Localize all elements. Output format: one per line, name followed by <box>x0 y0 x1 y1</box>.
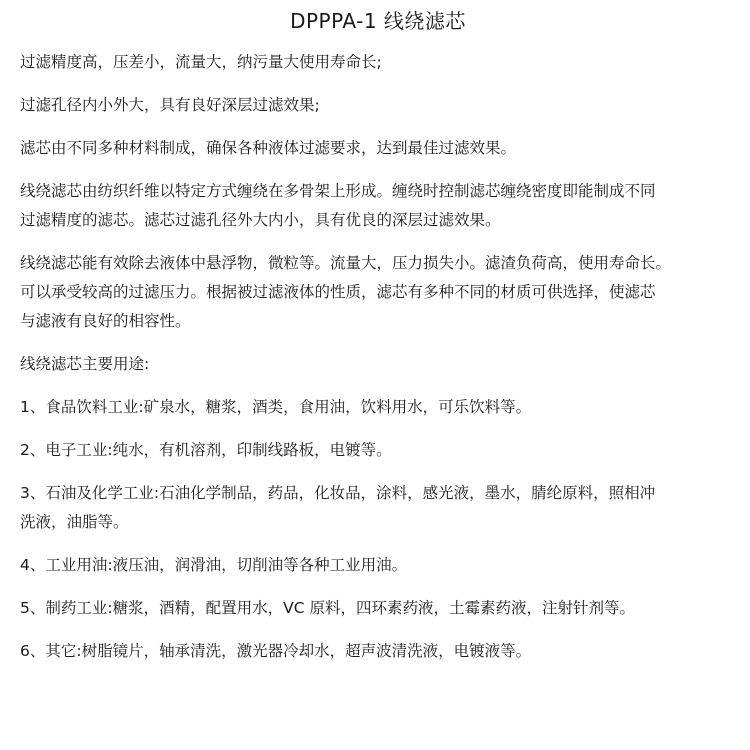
paragraph-precision <box>20 48 736 77</box>
list-item-petrochemical <box>20 479 736 537</box>
text-line: 与滤液有良好的相容性。 <box>20 312 191 330</box>
list-item-electronics <box>20 436 736 465</box>
text-line: 过滤精度的滤芯。滤芯过滤孔径外大内小，具有优良的深层过滤效果。 <box>20 211 501 229</box>
list-item-pharmaceutical <box>20 594 736 623</box>
text-line: 滤芯由不同多种材料制成，确保各种液体过滤要求，达到最佳过滤效果。 <box>20 139 517 157</box>
text-line: 洗液，油脂等。 <box>20 513 129 531</box>
text-line: 过滤精度高，压差小，流量大，纳污量大使用寿命长; <box>20 53 382 71</box>
list-item-industrial-oil <box>20 551 736 580</box>
text-line: 线绕滤芯主要用途: <box>20 355 150 373</box>
list-item-other <box>20 637 736 666</box>
text-line: 6、其它:树脂镜片，轴承清洗，激光器冷却水，超声波清洗液，电镀液等。 <box>20 642 532 660</box>
text-line: 2、电子工业:纯水，有机溶剂，印制线路板，电镀等。 <box>20 441 392 459</box>
list-item-food-beverage <box>20 393 736 422</box>
text-line: 1、食品饮料工业:矿泉水，糖浆，酒类，食用油，饮料用水，可乐饮料等。 <box>20 398 532 416</box>
section-heading-uses <box>20 350 736 379</box>
text-line: 5、制药工业:糖浆，酒精，配置用水，VC 原料，四环素药液，土霉素药液，注射针剂等。 <box>20 599 635 617</box>
page-title: DPPPA-1 线绕滤芯 <box>290 9 466 33</box>
paragraph-performance <box>20 249 736 336</box>
text-line: 4、工业用油:液压油，润滑油，切削油等各种工业用油。 <box>20 556 408 574</box>
text-line: 可以承受较高的过滤压力。根据被过滤液体的性质，滤芯有多种不同的材质可供选择，使滤芯 <box>20 283 656 301</box>
paragraph-pore-size <box>20 91 736 120</box>
text-line: 线绕滤芯由纺织纤维以特定方式缠绕在多骨架上形成。缠绕时控制滤芯缠绕密度即能制成不同 <box>20 182 656 200</box>
text-line: 线绕滤芯能有效除去液体中悬浮物，微粒等。流量大，压力损失小。滤渣负荷高，使用寿命长。 <box>20 254 672 272</box>
text-line: 过滤孔径内小外大，具有良好深层过滤效果; <box>20 96 320 114</box>
text-line: 3、石油及化学工业:石油化学制品，药品，化妆品，涂料，感光液，墨水，腈纶原料，照相冲 <box>20 484 656 502</box>
paragraph-construction <box>20 177 736 235</box>
paragraph-materials <box>20 134 736 163</box>
